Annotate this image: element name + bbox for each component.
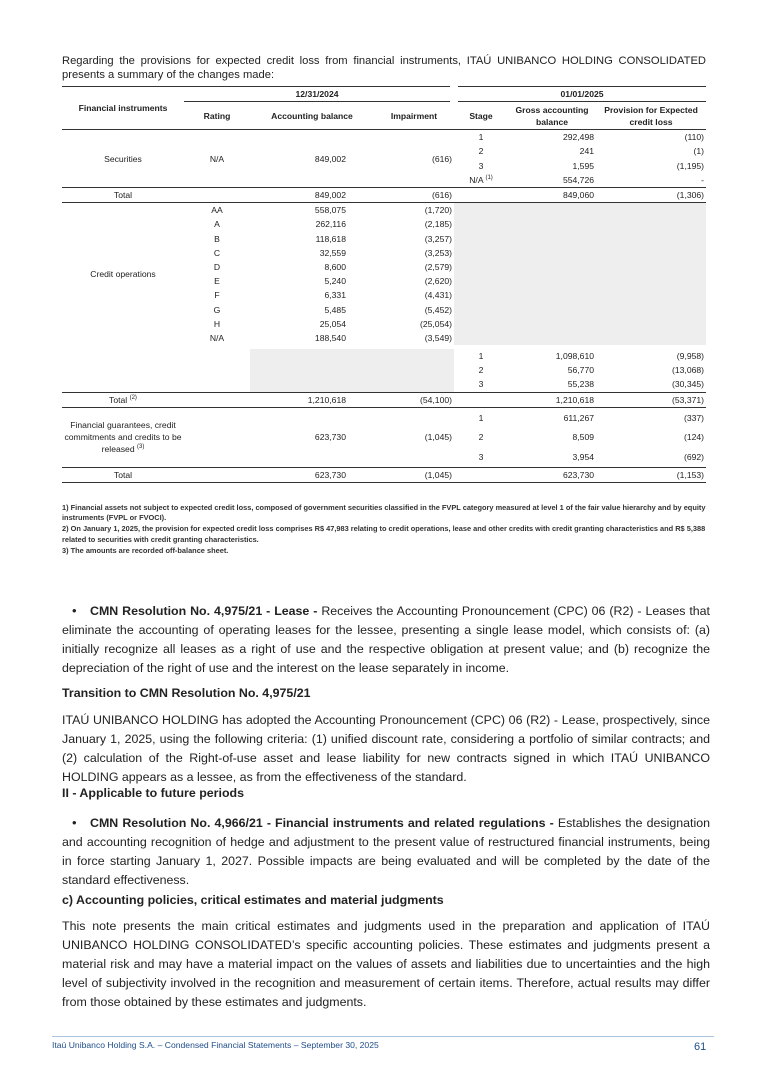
footnote-ref: (1) bbox=[485, 174, 493, 181]
gross-cell: 55,238 bbox=[567, 379, 595, 390]
header-provision: Provision for Expected credit loss bbox=[596, 102, 706, 130]
credit-loss-table bbox=[62, 86, 706, 483]
stage-cell: 3 bbox=[478, 379, 484, 390]
total-label-text: Total bbox=[109, 394, 128, 405]
stage-cell: 1 bbox=[478, 132, 484, 143]
gross-cell: 1,098,610 bbox=[555, 351, 595, 362]
footnote-3: 3) The amounts are recorded off-balance sheet. bbox=[62, 545, 229, 555]
total-gross: 849,060 bbox=[508, 187, 596, 202]
stage-cell bbox=[454, 173, 508, 188]
provision-cell: (13,068) bbox=[672, 365, 705, 376]
provision-cell: (337) bbox=[683, 412, 705, 423]
header-accounting-balance: Accounting balance bbox=[250, 102, 374, 130]
provision-cell: (692) bbox=[683, 452, 705, 462]
accounting-cell: 5,240 bbox=[324, 276, 346, 287]
impairment-cell: (3,253) bbox=[424, 247, 453, 258]
stage-cell: 2 bbox=[478, 365, 484, 376]
total-impairment: (54,100) bbox=[374, 392, 454, 407]
stage-cell: 2 bbox=[478, 432, 484, 443]
impairment-cell: (5,452) bbox=[424, 304, 453, 315]
provision-cell: (1) bbox=[693, 146, 705, 157]
footer-text: Itaú Unibanco Holding S.A. – Condensed Financial Statements – September 30, 2025 bbox=[52, 1040, 379, 1050]
guarantees-label-text: Financial guarantees, credit commitments and credits to be released bbox=[64, 420, 182, 455]
total-provision: (1,306) bbox=[596, 187, 706, 202]
header-stage: Stage bbox=[454, 102, 508, 130]
page-number: 61 bbox=[694, 1041, 707, 1053]
gross-cell: 1,595 bbox=[572, 160, 595, 171]
bullet-icon: • bbox=[72, 815, 77, 830]
table-row bbox=[62, 203, 706, 218]
table-row bbox=[62, 130, 706, 145]
section-ii-heading: II - Applicable to future periods bbox=[62, 786, 244, 800]
stage-cell: 3 bbox=[478, 452, 484, 462]
header-date-2024: 12/31/2024 bbox=[184, 87, 454, 102]
impairment-cell: (2,185) bbox=[424, 219, 453, 230]
provision-cell: (124) bbox=[683, 432, 705, 443]
section-c-heading: c) Accounting policies, critical estimates and material judgments bbox=[62, 893, 444, 907]
total-accounting-balance: 623,730 bbox=[250, 467, 374, 482]
impairment-cell: (2,620) bbox=[424, 276, 453, 287]
total-accounting-balance: 849,002 bbox=[250, 187, 374, 202]
header-rating: Rating bbox=[184, 102, 250, 130]
impairment-cell: (3,549) bbox=[424, 332, 453, 343]
row-label-credit-operations: Credit operations bbox=[90, 269, 156, 280]
total-provision: (1,153) bbox=[596, 467, 706, 482]
bullet-icon: • bbox=[72, 603, 77, 618]
provision-cell: - bbox=[701, 174, 705, 185]
impairment-cell: (1,720) bbox=[424, 205, 453, 216]
header-impairment: Impairment bbox=[374, 102, 454, 130]
rating-cell: N/A bbox=[209, 332, 225, 343]
transition-text: ITAÚ UNIBANCO HOLDING has adopted the Accounting Pronouncement (CPC) 06 (R2) - Lease, prospectively, since January 1, 2025, using the following criteria: (1) unified discount rate, considering a portfolio of similar contracts; and (2) calculation of the Right-of-use asset and lease liability for new contracts signed in which ITAÚ UNIBANCO HOLDING appears as a lessee, as from the effectiveness of the standard. bbox=[62, 713, 710, 784]
gross-cell: 292,498 bbox=[562, 132, 595, 143]
header-gross-balance: Gross accounting balance bbox=[508, 102, 596, 130]
rating-cell: H bbox=[213, 318, 221, 329]
impairment-cell: (25,054) bbox=[420, 318, 453, 329]
section-c-text: This note presents the main critical estimates and judgments used in the preparation and application of ITAÚ UNIBANCO HOLDING CONSOLIDATED’s specific accounting policies. These estimates and judgments present a material risk and may have a material impact on the values of assets and liabilities due to uncertainties and the high level of subjectivity involved in the recognition and measurement of certain items. Therefore, actual results may differ from those obtained by these estimates and judgments. bbox=[62, 919, 710, 1009]
rating-cell: G bbox=[213, 304, 221, 315]
provision-cell: (1,195) bbox=[676, 160, 705, 171]
accounting-cell: 558,075 bbox=[314, 205, 346, 216]
impairment-cell: (2,579) bbox=[424, 261, 453, 272]
total-label: Total bbox=[62, 187, 184, 202]
securities-impairment: (616) bbox=[431, 153, 453, 164]
table-footnotes bbox=[62, 503, 708, 557]
provision-cell: (30,345) bbox=[672, 379, 705, 390]
impairment-cell: (3,257) bbox=[424, 233, 453, 244]
bullet-cmn-4966 bbox=[62, 813, 710, 890]
stage-cell: 1 bbox=[478, 351, 484, 362]
footnote-ref: (2) bbox=[129, 394, 137, 401]
row-label-financial-guarantees bbox=[62, 407, 184, 467]
gross-cell: 554,726 bbox=[562, 174, 595, 185]
rating-cell: F bbox=[214, 290, 220, 301]
accounting-cell: 8,600 bbox=[324, 261, 346, 272]
bullet-title: CMN Resolution No. 4,975/21 - Lease - bbox=[90, 604, 318, 618]
footnote-ref: (3) bbox=[137, 444, 145, 451]
total-provision: (53,371) bbox=[596, 392, 706, 407]
accounting-cell: 262,116 bbox=[315, 219, 346, 230]
bullet-text: Receives the Accounting Pronouncement (CPC) 06 (R2) - Leases that eliminate the accounting of operating leases for the lessee, presenting a single lease model, which consists of: (a) initially recognize all leases as a right of use and the respective obligation at present value; and (b) recognize the depreciation of the right of use and the interest on the lease separately in income. bbox=[62, 604, 710, 675]
total-label bbox=[62, 392, 184, 407]
stage-cell: 1 bbox=[478, 412, 484, 423]
guarantees-impairment: (1,045) bbox=[424, 432, 453, 443]
accounting-cell: 118,618 bbox=[315, 233, 346, 244]
total-gross: 623,730 bbox=[508, 467, 596, 482]
total-row-securities bbox=[62, 187, 706, 202]
gross-cell: 241 bbox=[579, 146, 595, 157]
provision-cell: (9,958) bbox=[676, 351, 705, 362]
gross-cell: 611,267 bbox=[563, 412, 595, 423]
accounting-cell: 32,559 bbox=[319, 247, 346, 258]
gross-cell: 8,509 bbox=[572, 432, 595, 443]
guarantees-accounting-balance: 623,730 bbox=[314, 432, 346, 443]
rating-cell: AA bbox=[211, 205, 223, 216]
total-row-guarantees bbox=[62, 467, 706, 482]
row-label-securities: Securities bbox=[104, 153, 142, 164]
intro-paragraph: Regarding the provisions for expected credit loss from financial instruments, ITAÚ UNIBANCO HOLDING CONSOLIDATED presents a summary of the changes made: bbox=[62, 55, 706, 81]
stage-label: N/A bbox=[469, 174, 484, 185]
accounting-cell: 25,054 bbox=[319, 318, 346, 329]
securities-accounting-balance: 849,002 bbox=[314, 153, 346, 164]
stage-cell: 2 bbox=[478, 146, 484, 157]
rating-cell: B bbox=[214, 233, 220, 244]
total-gross: 1,210,618 bbox=[508, 392, 596, 407]
bullet-title: CMN Resolution No. 4,966/21 - Financial instruments and related regulations - bbox=[90, 816, 554, 830]
table-row bbox=[62, 407, 706, 427]
stage-cell: 3 bbox=[478, 160, 484, 171]
footer-divider bbox=[52, 1036, 714, 1037]
transition-heading: Transition to CMN Resolution No. 4,975/21 bbox=[62, 686, 311, 700]
rating-cell: A bbox=[214, 219, 220, 230]
securities-rating: N/A bbox=[209, 153, 225, 164]
shaded-empty-area bbox=[250, 349, 454, 392]
shaded-empty-area bbox=[454, 203, 706, 345]
table-row bbox=[62, 349, 706, 363]
accounting-cell: 188,540 bbox=[314, 332, 346, 343]
rating-cell: E bbox=[214, 276, 220, 287]
gross-cell: 3,954 bbox=[572, 452, 595, 462]
rating-cell: D bbox=[213, 261, 221, 272]
total-accounting-balance: 1,210,618 bbox=[250, 392, 374, 407]
total-impairment: (1,045) bbox=[374, 467, 454, 482]
transition-paragraph bbox=[62, 711, 710, 787]
accounting-cell: 5,485 bbox=[324, 304, 346, 315]
rating-cell: C bbox=[213, 247, 221, 258]
bullet-text: Establishes the designation and accounting recognition of hedge and adjustment to the present value of restructured financial instruments, being in force starting January 1, 2027. Possible impacts are being evaluated and will be completed by the date of the standard effectiveness. bbox=[62, 816, 710, 887]
header-date-2025: 01/01/2025 bbox=[454, 87, 706, 102]
provision-cell: (110) bbox=[684, 132, 705, 143]
total-impairment: (616) bbox=[374, 187, 454, 202]
impairment-cell: (4,431) bbox=[424, 290, 453, 301]
accounting-cell: 6,331 bbox=[324, 290, 346, 301]
header-financial-instruments: Financial instruments bbox=[62, 87, 184, 130]
gross-cell: 56,770 bbox=[567, 365, 595, 376]
footnote-1: 1) Financial assets not subject to expected credit loss, composed of government securities classified in the FVPL category measured at level 1 of the fair value hierarchy and by equity instruments (FVPL or FVOCI). bbox=[62, 503, 706, 523]
section-c-paragraph bbox=[62, 917, 710, 1012]
footnote-2: 2) On January 1, 2025, the provision for expected credit loss comprises R$ 47,983 relating to credit operations, lease and other credits with credit granting characteristics and R$ 5,388 related to securities with credit granting characteristics. bbox=[62, 524, 706, 544]
total-label: Total bbox=[62, 467, 184, 482]
bullet-cmn-4975 bbox=[62, 601, 710, 678]
total-row-credit bbox=[62, 392, 706, 407]
